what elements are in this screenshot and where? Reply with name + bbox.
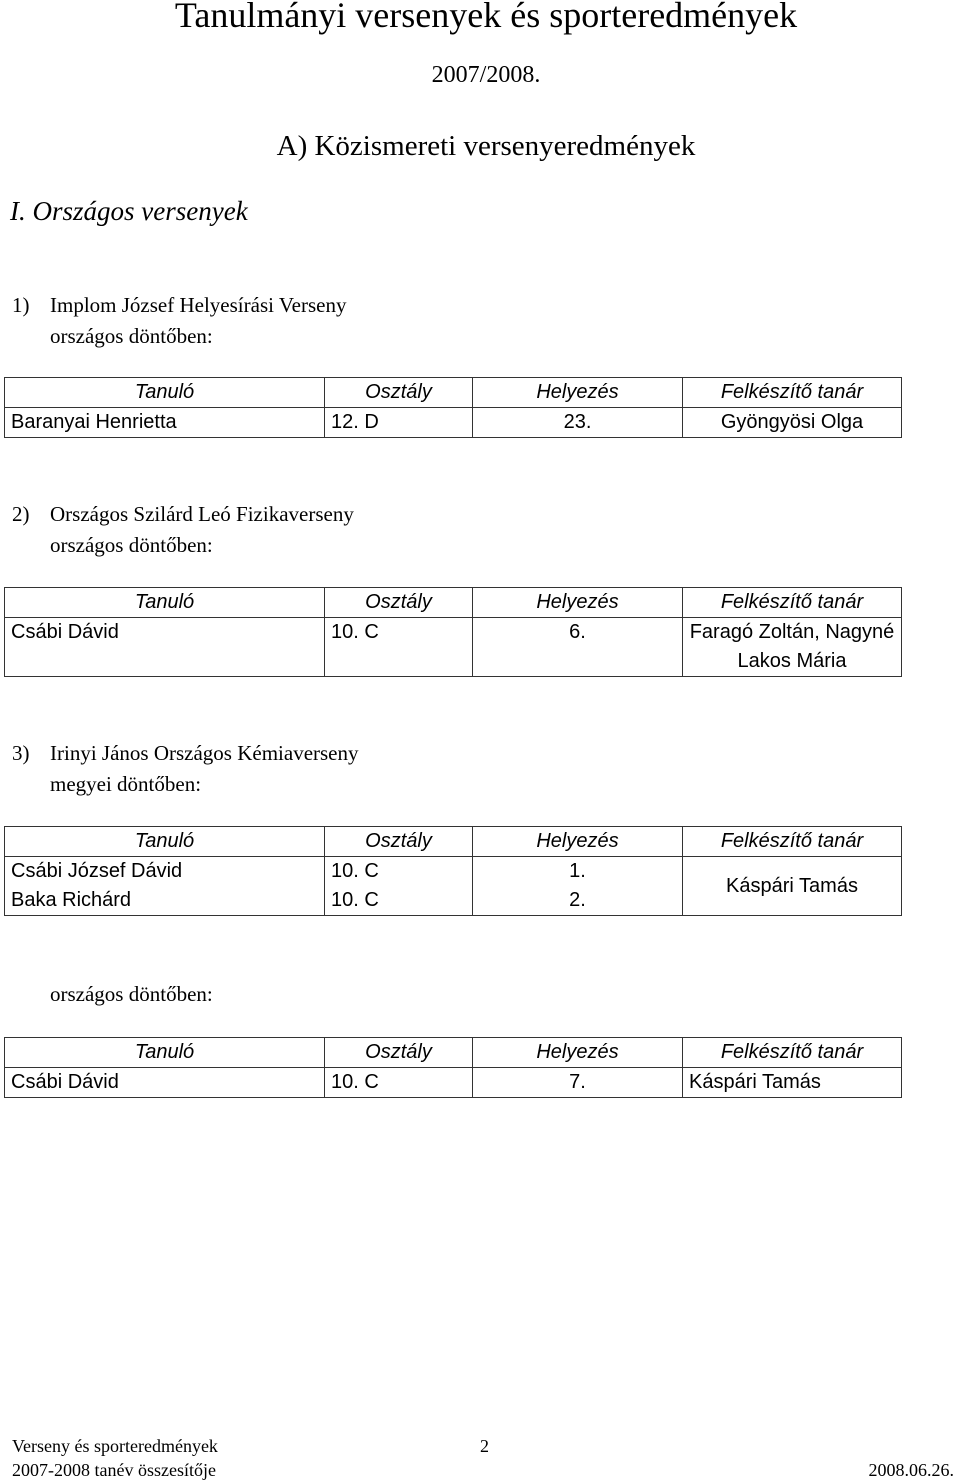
competition-3-heading [12, 738, 359, 800]
cell-class: 10. C [325, 857, 473, 887]
cell-student: Csábi József Dávid [5, 857, 325, 887]
header-class: Osztály [325, 1038, 473, 1068]
cell-place: 1. [473, 857, 683, 887]
table-row [5, 408, 902, 438]
header-place: Helyezés [473, 378, 683, 408]
table-header-row [5, 588, 902, 618]
header-student: Tanuló [5, 588, 325, 618]
header-place: Helyezés [473, 1038, 683, 1068]
subsection-heading: I. Országos versenyek [10, 196, 248, 226]
cell-class: 12. D [325, 408, 473, 438]
cell-teacher: Gyöngyösi Olga [683, 408, 902, 438]
competition-name: Országos Szilárd Leó Fizikaverseny [50, 502, 354, 526]
document-title: Tanulmányi versenyek és sporteredmények [174, 0, 798, 35]
competition-number: 2) [12, 502, 30, 526]
header-teacher: Felkészítő tanár [683, 378, 902, 408]
header-class: Osztály [325, 378, 473, 408]
competition-level-2: országos döntőben: [50, 982, 213, 1006]
cell-student: Csábi Dávid [5, 618, 325, 677]
competition-name: Implom József Helyesírási Verseny [50, 293, 347, 317]
header-class: Osztály [325, 588, 473, 618]
header-student: Tanuló [5, 827, 325, 857]
header-student: Tanuló [5, 1038, 325, 1068]
competition-name: Irinyi János Országos Kémiaverseny [50, 741, 359, 765]
footer-subtitle: 2007-2008 tanév összesítője [12, 1460, 216, 1480]
competition-number: 3) [12, 741, 30, 765]
header-place: Helyezés [473, 827, 683, 857]
competition-level: országos döntőben: [50, 533, 213, 557]
cell-student: Baranyai Henrietta [5, 408, 325, 438]
header-teacher: Felkészítő tanár [683, 827, 902, 857]
footer-date: 2008.06.26. [868, 1460, 954, 1480]
cell-class: 10. C [325, 1068, 473, 1098]
header-teacher: Felkészítő tanár [683, 588, 902, 618]
competition-level: megyei döntőben: [50, 772, 202, 796]
header-class: Osztály [325, 827, 473, 857]
cell-place: 6. [473, 618, 683, 677]
cell-place: 7. [473, 1068, 683, 1098]
cell-student: Baka Richárd [5, 886, 325, 916]
table-row [5, 1068, 902, 1098]
table-header-row [5, 1038, 902, 1068]
cell-place: 2. [473, 886, 683, 916]
table-header-row [5, 378, 902, 408]
competition-1-heading [12, 290, 346, 352]
results-table-1 [4, 377, 902, 438]
competition-number: 1) [12, 293, 30, 317]
results-table-2 [4, 587, 902, 677]
table-header-row [5, 827, 902, 857]
school-year: 2007/2008. [431, 62, 541, 88]
results-table-3 [4, 826, 902, 916]
section-heading: A) Közismereti versenyeredmények [276, 130, 696, 162]
footer-page-number: 2 [480, 1436, 489, 1456]
cell-class: 10. C [325, 886, 473, 916]
competition-2-heading [12, 499, 354, 561]
cell-teacher: Káspári Tamás [683, 1068, 902, 1098]
cell-place: 23. [473, 408, 683, 438]
header-student: Tanuló [5, 378, 325, 408]
cell-student: Csábi Dávid [5, 1068, 325, 1098]
table-row [5, 857, 902, 887]
cell-class: 10. C [325, 618, 473, 677]
header-teacher: Felkészítő tanár [683, 1038, 902, 1068]
competition-level: országos döntőben: [50, 324, 213, 348]
footer-title: Verseny és sporteredmények [12, 1436, 218, 1456]
cell-teacher: Faragó Zoltán, Nagyné Lakos Mária [683, 618, 902, 677]
header-place: Helyezés [473, 588, 683, 618]
results-table-4 [4, 1037, 902, 1098]
cell-teacher-shared: Káspári Tamás [683, 857, 902, 916]
table-row [5, 618, 902, 677]
